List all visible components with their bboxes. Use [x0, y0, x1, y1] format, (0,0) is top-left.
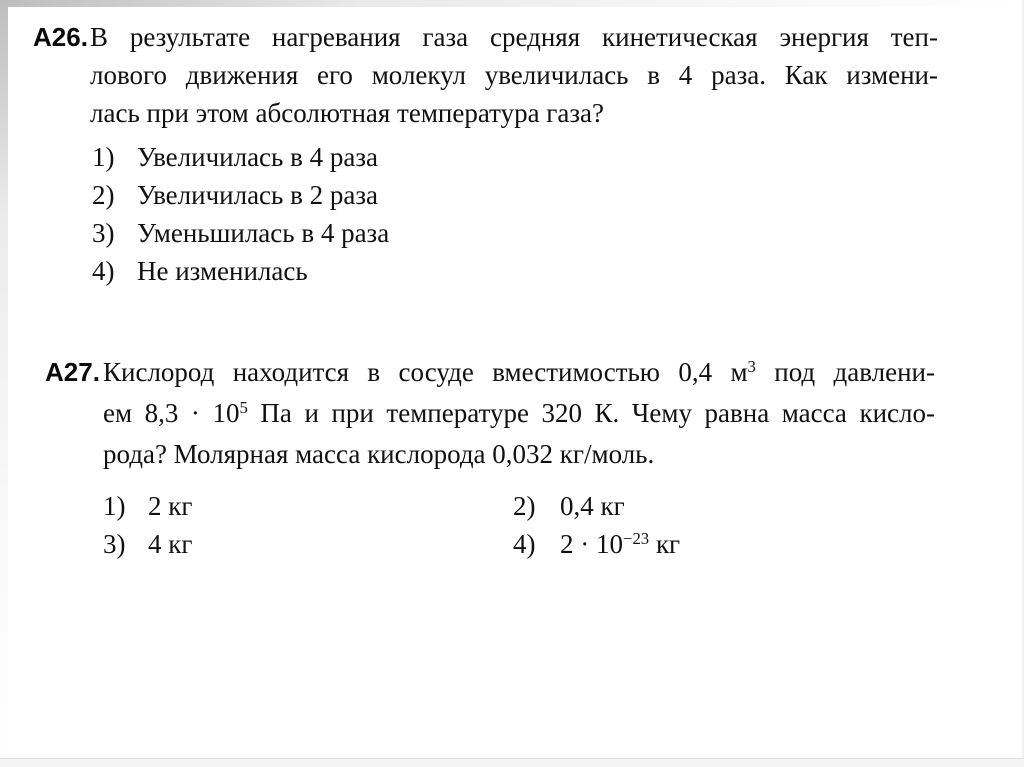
option-number: 3)	[92, 218, 115, 248]
question-a27-line-3: рода? Молярная масса кислорода 0,032 кг/моль.	[103, 439, 655, 469]
option-row	[92, 252, 938, 290]
option-row	[103, 525, 935, 563]
slide-frame-top-edge	[0, 0, 1024, 7]
option-text	[560, 525, 935, 563]
slide-frame-bottom-edge	[0, 758, 1024, 767]
question-a26-text	[90, 18, 938, 290]
question-a27-line-1	[103, 352, 935, 393]
question-a27-label: А27.	[45, 357, 100, 387]
option-number: 1)	[103, 491, 126, 521]
option-text: Уменьшилась в 4 раза	[137, 218, 390, 248]
slide-frame-left-edge	[0, 0, 8, 767]
line-segment: под давлени-	[755, 357, 935, 387]
line-segment: ем 8,3 · 10	[103, 398, 240, 428]
question-a26-options	[90, 138, 938, 290]
question-a26-line-3: лась при этом абсолютная температура газа?	[90, 98, 605, 128]
option-mantissa: 2 · 10	[560, 529, 623, 559]
option-row	[92, 138, 938, 176]
option-text: 2 кг	[148, 491, 193, 521]
option-text: Увеличилась в 4 раза	[137, 142, 378, 172]
question-a26	[33, 18, 938, 290]
option-number: 1)	[92, 142, 115, 172]
option-number: 4)	[92, 256, 115, 286]
option-row	[92, 176, 938, 214]
option-number: 2)	[513, 491, 536, 521]
line-segment: Па и при температуре 320 К. Чему равна масса кисло-	[247, 398, 935, 428]
question-a27-line-2	[103, 393, 935, 434]
question-a27	[45, 352, 935, 563]
option-text: Увеличилась в 2 раза	[137, 180, 378, 210]
option-text: Не изменилась	[137, 256, 308, 286]
question-a27-options	[103, 487, 935, 563]
option-text: 4 кг	[148, 529, 193, 559]
option-row	[92, 214, 938, 252]
option-unit: кг	[649, 529, 681, 559]
option-number: 2)	[92, 180, 115, 210]
question-a26-line-1: В результате нагревания газа средняя кинетическая энергия теп-	[90, 22, 938, 52]
exponent: 5	[239, 398, 248, 417]
option-number: 4)	[513, 529, 536, 559]
option-text: 0,4 кг	[560, 491, 625, 521]
exponent: 3	[747, 357, 756, 376]
option-number: 3)	[103, 529, 126, 559]
question-a26-line-2: лового движения его молекул увеличилась в 4 раза. Как измени-	[90, 60, 938, 90]
option-row	[103, 487, 935, 525]
question-a27-text	[103, 352, 935, 563]
exponent: −23	[623, 529, 650, 548]
question-a26-label: А26.	[33, 22, 88, 52]
line-segment: Кислород находится в сосуде вместимостью 0,4 м	[103, 357, 748, 387]
